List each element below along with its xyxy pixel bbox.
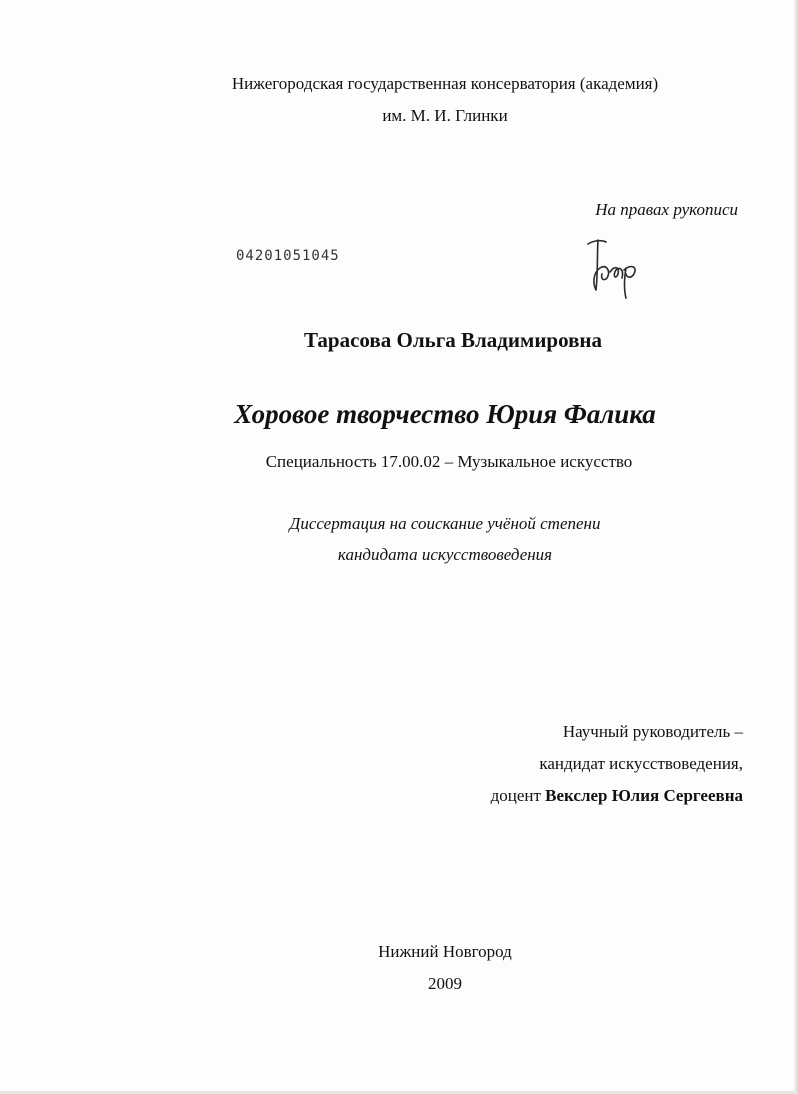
author-name: Тарасова Ольга Владимировна <box>303 328 603 352</box>
manuscript-note: На правах рукописи <box>595 200 738 219</box>
degree-line-2: кандидата искусствоведения <box>337 545 553 564</box>
dissertation-title: Хоровое творчество Юрия Фалика <box>234 399 656 429</box>
city: Нижний Новгород <box>378 942 512 961</box>
year: 2009 <box>428 974 462 993</box>
institution-subtitle: им. М. И. Глинки <box>382 106 508 125</box>
degree-line-1: Диссертация на соискание учёной степени <box>289 514 601 533</box>
supervisor-degree: кандидат искусствоведения, <box>539 754 743 773</box>
supervisor-rank: доцент <box>490 786 541 805</box>
document-number: 04201051045 <box>236 248 340 264</box>
supervisor-label: Научный руководитель – <box>562 722 743 741</box>
institution-name: Нижегородская государственная консерватория (академия) <box>231 74 659 93</box>
supervisor-name-line <box>491 786 743 806</box>
handwritten-signature <box>580 232 650 302</box>
specialty-line: Специальность 17.00.02 – Музыкальное искусство <box>265 452 633 471</box>
supervisor-name: Векслер Юлия Сергеевна <box>545 786 743 805</box>
